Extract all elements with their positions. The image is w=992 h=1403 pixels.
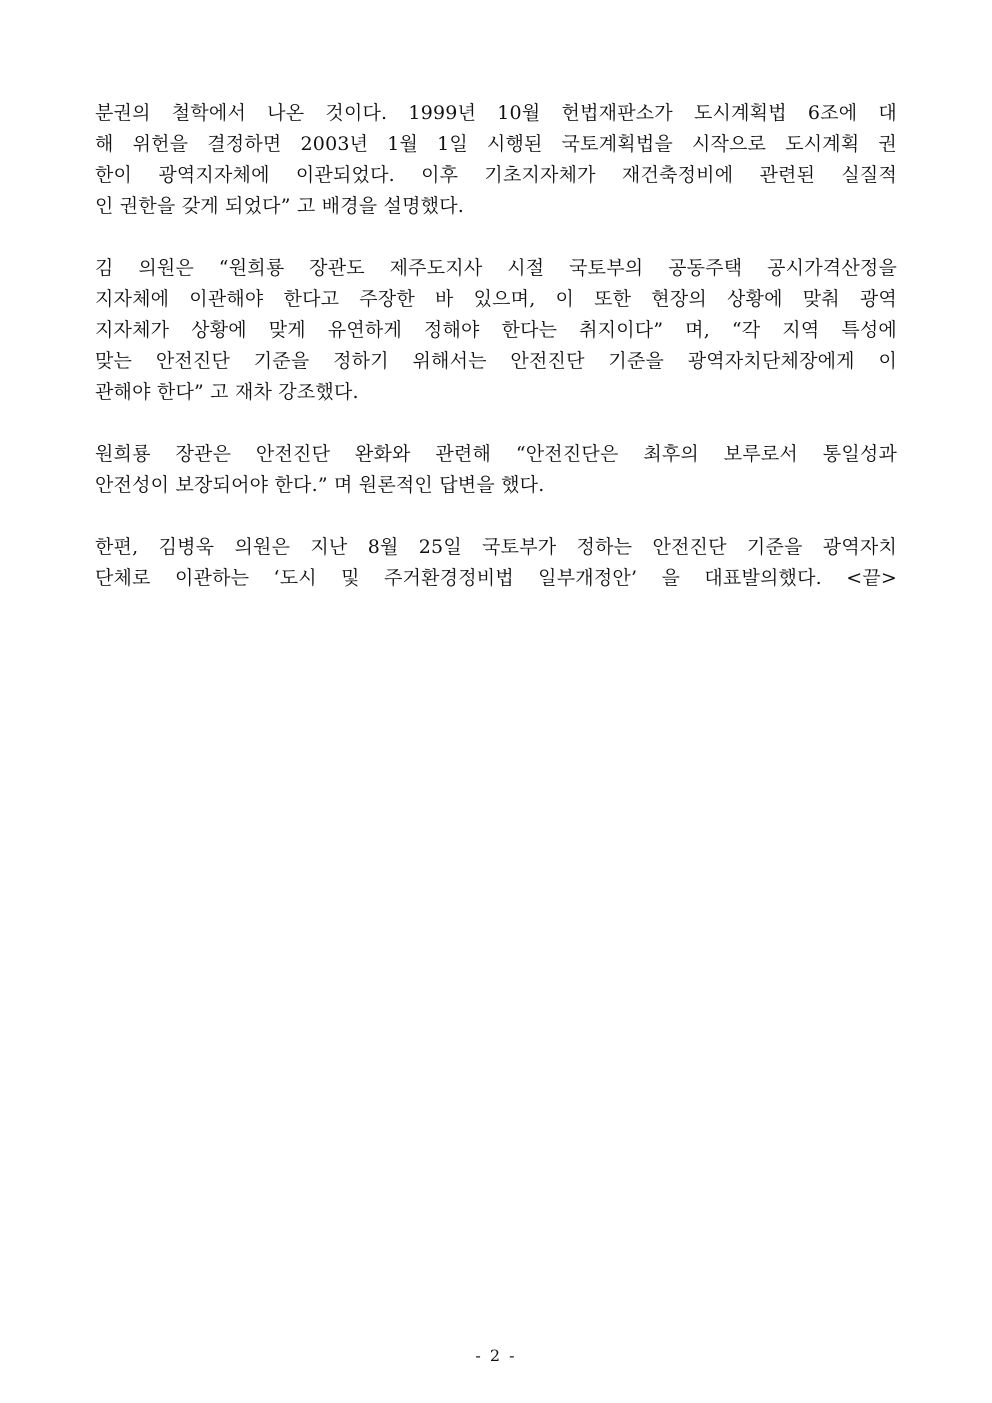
text-line: 해 위헌을 결정하면 2003년 1월 1일 시행된 국토계획법을 시작으로 도시계획 권	[95, 133, 897, 155]
text-line: 지자체가 상황에 맞게 유연하게 정해야 한다는 취지이다” 며, “각 지역 특성에	[95, 319, 897, 341]
text-line: 지자체에 이관해야 한다고 주장한 바 있으며, 이 또한 현장의 상황에 맞춰 광역	[95, 288, 897, 310]
text-line: 분권의 철학에서 나온 것이다. 1999년 10월 헌법재판소가 도시계획법 6조에 대	[95, 102, 897, 124]
text-line: 관해야 한다” 고 재차 강조했다.	[95, 381, 359, 403]
paragraph-1	[95, 98, 897, 222]
text-line: 김 의원은 “원희룡 장관도 제주도지사 시절 국토부의 공동주택 공시가격산정을	[95, 257, 897, 279]
page-number: - 2 -	[475, 1346, 517, 1365]
paragraph-4	[95, 532, 897, 594]
text-line: 한편, 김병욱 의원은 지난 8월 25일 국토부가 정하는 안전진단 기준을 광역자치	[95, 536, 897, 558]
text-line: 인 권한을 갖게 되었다” 고 배경을 설명했다.	[95, 195, 465, 217]
text-line: 안전성이 보장되어야 한다.” 며 원론적인 답변을 했다.	[95, 474, 545, 496]
paragraph-2	[95, 253, 897, 408]
paragraph-3	[95, 439, 897, 501]
text-line: 원희룡 장관은 안전진단 완화와 관련해 “안전진단은 최후의 보루로서 통일성과	[95, 443, 897, 465]
text-line: 맞는 안전진단 기준을 정하기 위해서는 안전진단 기준을 광역자치단체장에게 이	[95, 350, 897, 372]
text-line: 단체로 이관하는 ‘도시 및 주거환경정비법 일부개정안’ 을 대표발의했다. <끝>	[95, 567, 897, 589]
text-line: 한이 광역지자체에 이관되었다. 이후 기초지자체가 재건축정비에 관련된 실질적	[95, 164, 897, 186]
document-body	[95, 98, 897, 625]
